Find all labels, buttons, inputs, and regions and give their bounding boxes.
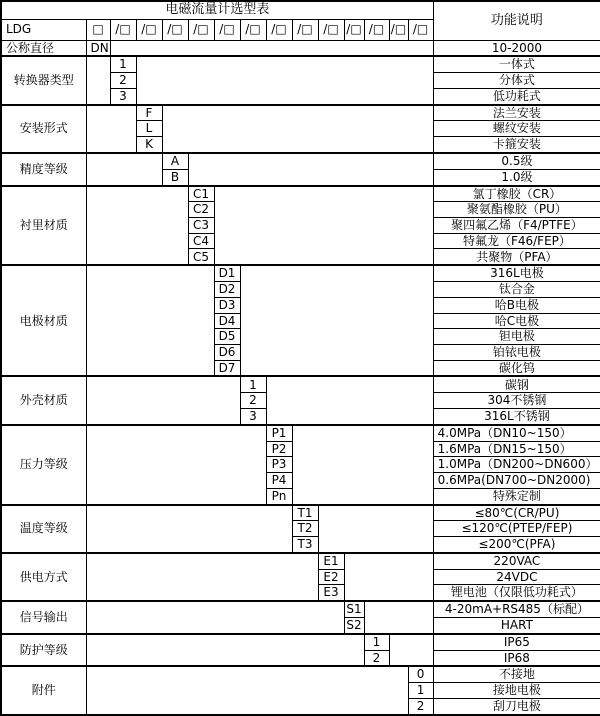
section-label-housing-material: 外壳材质 [1, 376, 86, 424]
function-cell: 卡箍安装 [433, 137, 600, 153]
section-label-power-supply: 供电方式 [1, 553, 86, 601]
spacer-cell [86, 265, 214, 376]
function-cell: 304不锈钢 [433, 393, 600, 409]
spacer-cell [292, 425, 433, 505]
spacer-cell [86, 105, 136, 153]
function-cell: HART [433, 617, 600, 633]
function-cell: 钛合金 [433, 282, 600, 298]
spacer-cell [86, 634, 364, 667]
code-cell: T1 [292, 505, 318, 521]
model-slot-symbol: /□ [292, 19, 318, 40]
code-cell: D6 [214, 344, 240, 360]
model-slot-symbol: /□ [344, 19, 364, 40]
function-cell: 0.5级 [433, 153, 600, 169]
model-slot-symbol: /□ [110, 19, 136, 40]
function-cell: ≤80℃(CR/PU) [433, 505, 600, 521]
code-cell: 2 [408, 698, 433, 715]
function-cell: 哈B电极 [433, 297, 600, 313]
code-cell: D4 [214, 313, 240, 329]
code-cell: S2 [344, 617, 364, 633]
code-cell: S1 [344, 601, 364, 617]
spacer-cell [188, 153, 433, 186]
code-cell: K [136, 137, 162, 153]
function-cell: 特殊定制 [433, 488, 600, 504]
spacer-cell [214, 186, 433, 266]
section-label-signal-output: 信号输出 [1, 601, 86, 634]
function-cell: 316L电极 [433, 265, 600, 281]
spacer-cell [86, 553, 318, 601]
section-label-temperature-rating: 温度等级 [1, 505, 86, 553]
code-cell: 3 [110, 88, 136, 104]
section-label-converter-type: 转换器类型 [1, 56, 86, 104]
function-cell: 10-2000 [433, 40, 600, 56]
code-cell: P2 [266, 441, 292, 457]
code-cell: P3 [266, 457, 292, 473]
section-label-pressure-rating: 压力等级 [1, 425, 86, 505]
function-cell: 1.0MPa（DN200~DN600） [433, 457, 600, 473]
spacer-cell [240, 265, 433, 376]
code-cell: P1 [266, 425, 292, 441]
function-cell: 钽电极 [433, 329, 600, 345]
function-cell: 0.6MPa(DN700~DN2000) [433, 473, 600, 489]
spacer-cell [364, 601, 433, 634]
code-cell: C4 [188, 233, 214, 249]
function-cell: 铂铱电极 [433, 344, 600, 360]
section-label-installation-type: 安装形式 [1, 105, 86, 153]
function-cell: ≤200℃(PFA) [433, 537, 600, 553]
code-cell: D5 [214, 329, 240, 345]
function-cell: 接地电极 [433, 683, 600, 699]
code-cell: A [162, 153, 188, 169]
section-label-accuracy-class: 精度等级 [1, 153, 86, 186]
code-cell: T2 [292, 521, 318, 537]
function-cell: IP65 [433, 634, 600, 650]
code-cell: E3 [318, 585, 344, 601]
function-cell: 共聚物（PFA） [433, 249, 600, 265]
code-cell: B [162, 169, 188, 185]
spacer-cell [389, 634, 433, 667]
code-cell: E2 [318, 569, 344, 585]
section-label-lining-material: 衬里材质 [1, 186, 86, 266]
function-column-header: 功能说明 [433, 1, 600, 40]
function-cell: 螺纹安装 [433, 121, 600, 137]
code-cell: C2 [188, 202, 214, 218]
function-cell: 聚四氟乙烯（F4/PTFE） [433, 218, 600, 234]
section-label-accessories: 附件 [1, 666, 86, 715]
code-cell: L [136, 121, 162, 137]
model-slot-symbol: /□ [214, 19, 240, 40]
function-cell: 低功耗式 [433, 88, 600, 104]
section-label-electrode-material: 电极材质 [1, 265, 86, 376]
code-cell: E1 [318, 553, 344, 569]
section-label-nominal-diameter: 公称直径 [1, 40, 86, 56]
function-cell: 分体式 [433, 73, 600, 89]
model-slot-symbol: /□ [364, 19, 389, 40]
model-slot-symbol: /□ [318, 19, 344, 40]
code-cell: F [136, 105, 162, 121]
model-slot-symbol: /□ [408, 19, 433, 40]
spacer-cell [86, 186, 188, 266]
code-cell: D7 [214, 360, 240, 376]
function-cell: 1.0级 [433, 169, 600, 185]
code-cell: C5 [188, 249, 214, 265]
section-label-protection-rating: 防护等级 [1, 634, 86, 667]
function-cell: 碳化钨 [433, 360, 600, 376]
code-cell: 1 [364, 634, 389, 650]
code-cell: D2 [214, 282, 240, 298]
spacer-cell [162, 105, 433, 153]
spacer-cell [86, 56, 110, 104]
spacer-cell [266, 376, 433, 424]
function-cell: 特氟龙（F46/FEP） [433, 233, 600, 249]
function-cell: 哈C电极 [433, 313, 600, 329]
function-cell: 24VDC [433, 569, 600, 585]
code-cell: 2 [364, 650, 389, 666]
spacer-cell [136, 56, 433, 104]
code-cell: 1 [110, 56, 136, 72]
function-cell: 316L不锈钢 [433, 408, 600, 424]
model-slot-symbol: /□ [188, 19, 214, 40]
code-cell: 1 [408, 683, 433, 699]
function-cell: 锂电池（仅限低功耗式） [433, 585, 600, 601]
model-box-symbol: □ [86, 19, 110, 40]
table-title: 电磁流量计选型表 [1, 1, 433, 19]
code-cell: D3 [214, 297, 240, 313]
code-cell: T3 [292, 537, 318, 553]
spacer-cell [86, 153, 162, 186]
spacer-cell [86, 425, 266, 505]
model-slot-symbol: /□ [266, 19, 292, 40]
code-cell: 3 [240, 408, 266, 424]
code-cell: 2 [110, 73, 136, 89]
model-slot-symbol: /□ [240, 19, 266, 40]
function-cell: 聚氨酯橡胶（PU） [433, 202, 600, 218]
function-cell: 刮刀电极 [433, 698, 600, 715]
model-slot-symbol: /□ [162, 19, 188, 40]
function-cell: 氯丁橡胶（CR） [433, 186, 600, 202]
spacer-cell [110, 40, 433, 56]
spacer-cell [318, 505, 433, 553]
code-cell: D1 [214, 265, 240, 281]
spacer-cell [86, 666, 408, 715]
code-cell: 0 [408, 666, 433, 682]
function-cell: 碳钢 [433, 376, 600, 392]
model-slot-symbol: /□ [136, 19, 162, 40]
code-cell: DN [86, 40, 110, 56]
function-cell: 4.0MPa（DN10~150） [433, 425, 600, 441]
function-cell: 4-20mA+RS485（标配） [433, 601, 600, 617]
code-cell: Pn [266, 488, 292, 504]
code-cell: C3 [188, 218, 214, 234]
function-cell: ≤120℃(PTEP/FEP) [433, 521, 600, 537]
function-cell: 不接地 [433, 666, 600, 682]
model-prefix: LDG [1, 19, 86, 40]
function-cell: 法兰安装 [433, 105, 600, 121]
model-slot-symbol: /□ [389, 19, 408, 40]
code-cell: 2 [240, 393, 266, 409]
function-cell: 1.6MPa（DN15~150） [433, 441, 600, 457]
code-cell: C1 [188, 186, 214, 202]
code-cell: 1 [240, 376, 266, 392]
spacer-cell [344, 553, 433, 601]
spacer-cell [86, 505, 292, 553]
code-cell: P4 [266, 473, 292, 489]
spacer-cell [86, 601, 344, 634]
function-cell: IP68 [433, 650, 600, 666]
spacer-cell [86, 376, 240, 424]
function-cell: 220VAC [433, 553, 600, 569]
function-cell: 一体式 [433, 56, 600, 72]
